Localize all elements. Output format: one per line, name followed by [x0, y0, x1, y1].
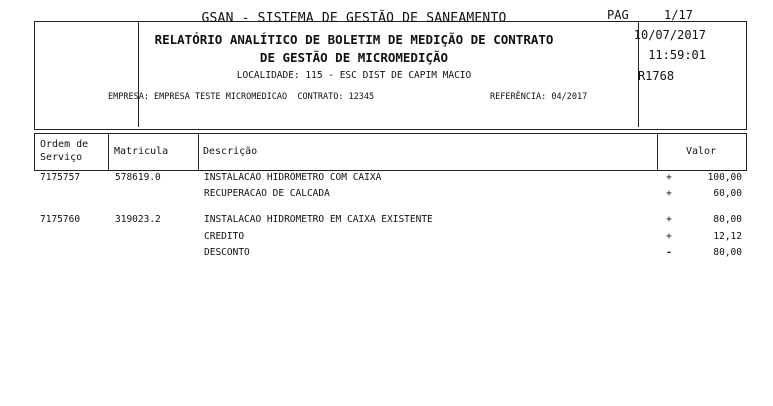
row-descricao: DESCONTO [204, 247, 250, 258]
row-matricula: 578619.0 [115, 172, 161, 183]
localidade: LOCALIDADE: 115 - ESC DIST DE CAPIM MACIO [236, 70, 472, 81]
col-ordem-line2: Serviço [40, 152, 83, 163]
row-sinal: + [666, 231, 672, 242]
row-descricao: CREDITO [204, 231, 245, 242]
row-ordem: 7175757 [40, 172, 81, 183]
row-matricula: 319023.2 [115, 214, 161, 225]
report-title-line1: RELATÓRIO ANALÍTICO DE BOLETIM DE MEDIÇÃO DE CONTRATO [154, 32, 554, 47]
report-code: R1768 [637, 69, 675, 83]
col-ordem-line1: Ordem de [40, 139, 89, 150]
empresa-contrato [108, 92, 374, 102]
page-label: PAG [607, 8, 629, 22]
row-sinal: + [666, 188, 672, 199]
row-valor: 80,00 [713, 247, 742, 258]
report-title [104, 31, 604, 67]
page-number: 1/17 [664, 8, 693, 22]
row-descricao: INSTALACAO HIDROMETRO EM CAIXA EXISTENTE [204, 214, 433, 225]
col-divider [657, 134, 658, 170]
row-sinal: - [666, 247, 672, 258]
system-title: GSAN - SISTEMA DE GESTÃO DE SANEAMENTO [201, 11, 507, 26]
row-descricao: RECUPERACAO DE CALCADA [204, 188, 330, 199]
row-valor: 60,00 [713, 188, 742, 199]
contrato: CONTRATO: 12345 [297, 92, 375, 102]
row-valor: 100,00 [707, 172, 742, 183]
row-ordem: 7175760 [40, 214, 81, 225]
report-title-line2: DE GESTÃO DE MICROMEDIÇÃO [259, 50, 449, 65]
col-ordem-servico [40, 138, 88, 164]
col-divider [198, 134, 199, 170]
row-valor: 12,12 [713, 231, 742, 242]
col-matricula: Matricula [114, 146, 169, 157]
col-valor: Valor [686, 146, 717, 157]
row-descricao: INSTALACAO HIDROMETRO COM CAIXA [204, 172, 382, 183]
row-valor: 80,00 [713, 214, 742, 225]
report-date: 10/07/2017 [633, 28, 706, 42]
row-sinal: + [666, 172, 672, 183]
col-descricao: Descrição [203, 146, 258, 157]
referencia: REFERÊNCIA: 04/2017 [490, 92, 588, 102]
col-divider [108, 134, 109, 170]
row-sinal: + [666, 214, 672, 225]
empresa: EMPRESA: EMPRESA TESTE MICROMEDICAO [108, 92, 288, 102]
report-time: 11:59:01 [648, 48, 706, 62]
